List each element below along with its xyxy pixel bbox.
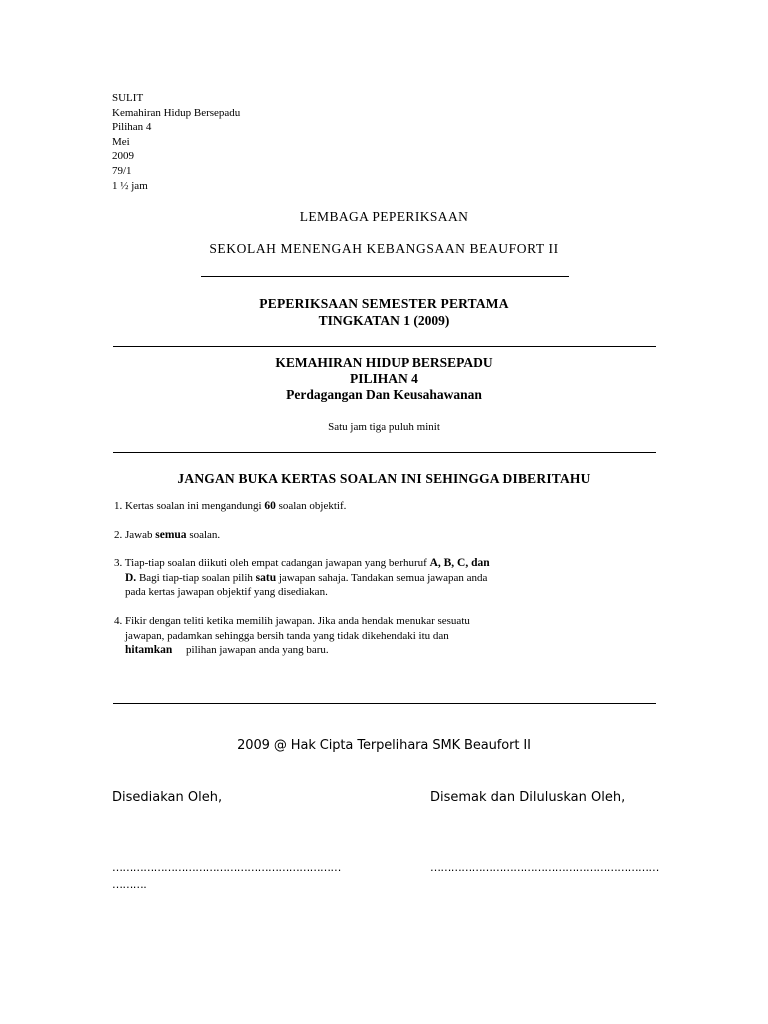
duration-line: 1 ½ jam bbox=[112, 179, 148, 192]
paper-code-line: 79/1 bbox=[112, 164, 132, 177]
option-title: PILIHAN 4 bbox=[350, 371, 418, 386]
option-line: Pilihan 4 bbox=[112, 121, 152, 134]
subject-title: KEMAHIRAN HIDUP BERSEPADU bbox=[275, 355, 493, 370]
signature-line-left: ………………………………………………………… bbox=[112, 861, 341, 874]
approved-by-label: Disemak dan Diluluskan Oleh, bbox=[430, 790, 626, 805]
divider-2 bbox=[113, 452, 656, 453]
subject-subtitle: Perdagangan Dan Keusahawanan bbox=[286, 387, 482, 402]
instruction-1: 1. Kertas soalan ini mengandungi 60 soalan objektif. bbox=[114, 500, 347, 512]
signature-line-left-cont: ………. bbox=[112, 878, 147, 891]
instruction-4: 4. Fikir dengan teliti ketika memilih jawapan. Jika anda hendak menukar sesuatu jawapan, padamkan sehingga bersih tanda yang tidak dikehendaki itu dan hitamkan pilihan jawapan anda yang baru. bbox=[114, 615, 470, 656]
duration-text: Satu jam tiga puluh minit bbox=[328, 421, 440, 433]
instruction-3: 3. Tiap-tiap soalan diikuti oleh empat cadangan jawapan yang berhuruf A, B, C, dan D. Bagi tiap-tiap soalan pilih satu jawapan sahaja. Tandakan semua jawapan anda pada kertas jawapan objektif yang disediakan. bbox=[114, 557, 490, 598]
divider-3 bbox=[113, 703, 656, 704]
document-header bbox=[112, 91, 240, 193]
month-line: Mei bbox=[112, 135, 130, 148]
divider-1 bbox=[113, 346, 656, 347]
classification-label: SULIT bbox=[112, 92, 144, 104]
signature-line-right: ………………………………………………………… bbox=[430, 861, 659, 874]
instruction-2: 2. Jawab semua soalan. bbox=[114, 529, 221, 541]
warning-heading: JANGAN BUKA KERTAS SOALAN INI SEHINGGA DIBERITAHU bbox=[177, 471, 591, 486]
school-title: SEKOLAH MENENGAH KEBANGSAAN BEAUFORT II bbox=[209, 241, 559, 256]
prepared-by-label: Disediakan Oleh, bbox=[112, 790, 223, 805]
institution-title: LEMBAGA PEPERIKSAAN bbox=[299, 209, 469, 224]
divider-short bbox=[201, 276, 569, 277]
year-line: 2009 bbox=[112, 150, 134, 163]
exam-title: PEPERIKSAAN SEMESTER PERTAMA bbox=[259, 296, 509, 311]
copyright-notice: 2009 @ Hak Cipta Terpelihara SMK Beaufort II bbox=[237, 738, 531, 753]
exam-form: TINGKATAN 1 (2009) bbox=[318, 313, 450, 328]
subject-line: Kemahiran Hidup Bersepadu bbox=[112, 106, 241, 119]
